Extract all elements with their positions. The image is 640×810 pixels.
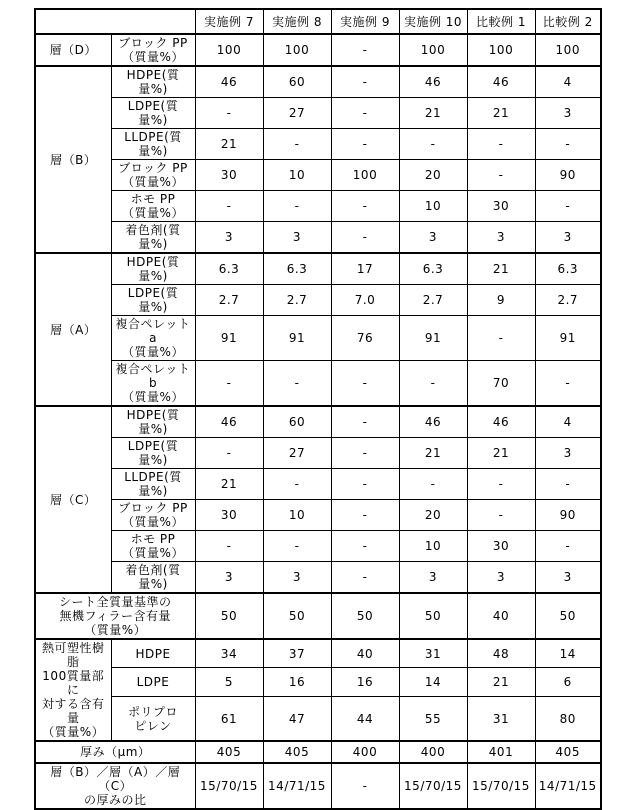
- row-label: ポリプロ ピレン: [111, 697, 195, 741]
- header-comparative-1: 比較例 1: [467, 9, 535, 34]
- value-cell: 46: [467, 406, 535, 438]
- value-cell: -: [331, 98, 399, 129]
- value-cell: 3: [467, 562, 535, 594]
- table-row: [35, 191, 601, 222]
- value-cell: 80: [535, 697, 601, 741]
- value-cell: -: [331, 34, 399, 66]
- row-label: ブロック PP （質量%）: [111, 160, 195, 191]
- composition-table: [34, 8, 602, 810]
- value-cell: 100: [263, 34, 331, 66]
- row-label: LDPE(質量%): [111, 98, 195, 129]
- value-cell: 30: [195, 160, 263, 191]
- value-cell: 2.7: [535, 285, 601, 316]
- value-cell: -: [399, 361, 467, 407]
- value-cell: 10: [399, 191, 467, 222]
- value-cell: 70: [467, 361, 535, 407]
- value-cell: 21: [467, 253, 535, 285]
- value-cell: -: [195, 361, 263, 407]
- table-row: [35, 438, 601, 469]
- value-cell: 91: [535, 316, 601, 361]
- value-cell: 21: [467, 668, 535, 697]
- value-cell: 3: [467, 222, 535, 254]
- value-cell: -: [263, 469, 331, 500]
- value-cell: -: [399, 129, 467, 160]
- value-cell: 76: [331, 316, 399, 361]
- value-cell: 90: [535, 500, 601, 531]
- value-cell: 15/70/15: [399, 763, 467, 809]
- value-cell: 40: [467, 593, 535, 639]
- value-cell: -: [331, 66, 399, 98]
- row-label: 着色剤(質量%): [111, 562, 195, 594]
- value-cell: 10: [399, 531, 467, 562]
- value-cell: 30: [195, 500, 263, 531]
- value-cell: 400: [331, 741, 399, 763]
- table-row: [35, 562, 601, 594]
- row-label: LLDPE(質量%): [111, 129, 195, 160]
- value-cell: 44: [331, 697, 399, 741]
- value-cell: -: [535, 129, 601, 160]
- row-label: ブロック PP （質量%）: [111, 34, 195, 66]
- value-cell: -: [331, 438, 399, 469]
- value-cell: 100: [195, 34, 263, 66]
- value-cell: 46: [195, 66, 263, 98]
- table-row: [35, 763, 601, 809]
- value-cell: 60: [263, 66, 331, 98]
- value-cell: 2.7: [399, 285, 467, 316]
- value-cell: 10: [263, 160, 331, 191]
- table-row: [35, 593, 601, 639]
- value-cell: 34: [195, 639, 263, 668]
- row-label: 着色剤(質量%): [111, 222, 195, 254]
- value-cell: 9: [467, 285, 535, 316]
- value-cell: 14: [535, 639, 601, 668]
- value-cell: 91: [263, 316, 331, 361]
- table-row: [35, 697, 601, 741]
- table-row: [35, 285, 601, 316]
- value-cell: 21: [195, 129, 263, 160]
- row-label: HDPE(質量%): [111, 66, 195, 98]
- value-cell: 60: [263, 406, 331, 438]
- label-inorganic-filler-content: シート全質量基準の 無機フィラー含有量 （質量%）: [35, 593, 195, 639]
- value-cell: -: [467, 160, 535, 191]
- group-label-layer-c: 層（C）: [35, 406, 111, 593]
- value-cell: 405: [535, 741, 601, 763]
- value-cell: 5: [195, 668, 263, 697]
- row-label: HDPE(質量%): [111, 253, 195, 285]
- header-example-8: 実施例 8: [263, 9, 331, 34]
- header-example-9: 実施例 9: [331, 9, 399, 34]
- value-cell: -: [263, 361, 331, 407]
- value-cell: 21: [399, 98, 467, 129]
- value-cell: 14/71/15: [535, 763, 601, 809]
- value-cell: 6.3: [535, 253, 601, 285]
- row-label: 複合ペレット b （質量%）: [111, 361, 195, 407]
- value-cell: 405: [263, 741, 331, 763]
- value-cell: -: [331, 469, 399, 500]
- value-cell: -: [331, 500, 399, 531]
- row-label: ブロック PP （質量%）: [111, 500, 195, 531]
- value-cell: 4: [535, 406, 601, 438]
- row-label: HDPE(質量%): [111, 406, 195, 438]
- value-cell: 55: [399, 697, 467, 741]
- table-row: [35, 316, 601, 361]
- value-cell: -: [195, 191, 263, 222]
- value-cell: 2.7: [263, 285, 331, 316]
- group-label-content-per-100-resin: 熱可塑性樹脂 100質量部に 対する含有量 （質量%）: [35, 639, 111, 741]
- value-cell: 27: [263, 438, 331, 469]
- header-example-7: 実施例 7: [195, 9, 263, 34]
- value-cell: 17: [331, 253, 399, 285]
- value-cell: 21: [195, 469, 263, 500]
- group-label-layer-b: 層（B）: [35, 66, 111, 253]
- value-cell: 61: [195, 697, 263, 741]
- row-label: LDPE: [111, 668, 195, 697]
- value-cell: 21: [399, 438, 467, 469]
- row-label: LDPE(質量%): [111, 438, 195, 469]
- value-cell: 401: [467, 741, 535, 763]
- value-cell: -: [399, 469, 467, 500]
- value-cell: -: [331, 763, 399, 809]
- value-cell: 100: [331, 160, 399, 191]
- value-cell: 100: [399, 34, 467, 66]
- table-row: [35, 222, 601, 254]
- value-cell: 100: [535, 34, 601, 66]
- value-cell: 6: [535, 668, 601, 697]
- value-cell: -: [263, 531, 331, 562]
- header-example-10: 実施例 10: [399, 9, 467, 34]
- value-cell: 14: [399, 668, 467, 697]
- value-cell: 50: [331, 593, 399, 639]
- value-cell: 21: [467, 98, 535, 129]
- table-row: [35, 639, 601, 668]
- value-cell: 14/71/15: [263, 763, 331, 809]
- value-cell: -: [467, 316, 535, 361]
- value-cell: -: [467, 469, 535, 500]
- row-label: LDPE(質量%): [111, 285, 195, 316]
- label-thickness: 厚み（μm）: [35, 741, 195, 763]
- value-cell: 48: [467, 639, 535, 668]
- value-cell: 91: [399, 316, 467, 361]
- value-cell: 3: [535, 562, 601, 594]
- table-row: [35, 500, 601, 531]
- value-cell: -: [263, 191, 331, 222]
- value-cell: -: [195, 438, 263, 469]
- value-cell: 6.3: [195, 253, 263, 285]
- value-cell: 15/70/15: [195, 763, 263, 809]
- value-cell: 50: [535, 593, 601, 639]
- value-cell: 6.3: [399, 253, 467, 285]
- value-cell: 46: [195, 406, 263, 438]
- table-row: [35, 253, 601, 285]
- value-cell: -: [331, 562, 399, 594]
- value-cell: 37: [263, 639, 331, 668]
- value-cell: -: [195, 98, 263, 129]
- value-cell: -: [263, 129, 331, 160]
- value-cell: 3: [195, 222, 263, 254]
- value-cell: -: [195, 531, 263, 562]
- value-cell: 15/70/15: [467, 763, 535, 809]
- value-cell: 3: [535, 98, 601, 129]
- value-cell: 16: [331, 668, 399, 697]
- row-label: ホモ PP （質量%）: [111, 531, 195, 562]
- value-cell: 50: [195, 593, 263, 639]
- value-cell: 7.0: [331, 285, 399, 316]
- value-cell: 40: [331, 639, 399, 668]
- value-cell: -: [331, 191, 399, 222]
- value-cell: 27: [263, 98, 331, 129]
- value-cell: 3: [535, 222, 601, 254]
- value-cell: 90: [535, 160, 601, 191]
- value-cell: -: [467, 129, 535, 160]
- header-comparative-2: 比較例 2: [535, 9, 601, 34]
- value-cell: 3: [195, 562, 263, 594]
- row-label: 複合ペレット a （質量%）: [111, 316, 195, 361]
- value-cell: 31: [467, 697, 535, 741]
- value-cell: 46: [399, 66, 467, 98]
- table-row: [35, 531, 601, 562]
- table-row: [35, 129, 601, 160]
- row-label: ホモ PP （質量%）: [111, 191, 195, 222]
- value-cell: -: [535, 531, 601, 562]
- table-row: [35, 741, 601, 763]
- value-cell: 21: [467, 438, 535, 469]
- row-label: HDPE: [111, 639, 195, 668]
- value-cell: 100: [467, 34, 535, 66]
- value-cell: -: [331, 222, 399, 254]
- value-cell: 47: [263, 697, 331, 741]
- table-row: [35, 34, 601, 66]
- group-label-layer-d: 層（D）: [35, 34, 111, 66]
- group-label-layer-a: 層（A）: [35, 253, 111, 406]
- value-cell: -: [331, 531, 399, 562]
- value-cell: 3: [263, 562, 331, 594]
- label-thickness-ratio: 層（B）／層（A）／層（C） の厚みの比: [35, 763, 195, 809]
- corner-cell: [35, 9, 195, 34]
- value-cell: 6.3: [263, 253, 331, 285]
- value-cell: -: [331, 361, 399, 407]
- value-cell: 3: [263, 222, 331, 254]
- table-row: [35, 160, 601, 191]
- value-cell: -: [535, 361, 601, 407]
- table-row: [35, 361, 601, 407]
- table-row: [35, 98, 601, 129]
- value-cell: 20: [399, 160, 467, 191]
- value-cell: 30: [467, 531, 535, 562]
- table-row: [35, 66, 601, 98]
- table-row: [35, 406, 601, 438]
- value-cell: 3: [535, 438, 601, 469]
- value-cell: 3: [399, 562, 467, 594]
- value-cell: -: [535, 469, 601, 500]
- value-cell: -: [331, 129, 399, 160]
- value-cell: 405: [195, 741, 263, 763]
- value-cell: -: [467, 500, 535, 531]
- value-cell: 50: [263, 593, 331, 639]
- value-cell: 2.7: [195, 285, 263, 316]
- value-cell: 46: [399, 406, 467, 438]
- value-cell: 46: [467, 66, 535, 98]
- row-label: LLDPE(質量%): [111, 469, 195, 500]
- value-cell: -: [535, 191, 601, 222]
- table-row: [35, 668, 601, 697]
- value-cell: 400: [399, 741, 467, 763]
- value-cell: 16: [263, 668, 331, 697]
- value-cell: 30: [467, 191, 535, 222]
- value-cell: 4: [535, 66, 601, 98]
- value-cell: -: [331, 406, 399, 438]
- header-row: [35, 9, 601, 34]
- value-cell: 91: [195, 316, 263, 361]
- table-row: [35, 469, 601, 500]
- value-cell: 50: [399, 593, 467, 639]
- value-cell: 20: [399, 500, 467, 531]
- value-cell: 31: [399, 639, 467, 668]
- value-cell: 10: [263, 500, 331, 531]
- value-cell: 3: [399, 222, 467, 254]
